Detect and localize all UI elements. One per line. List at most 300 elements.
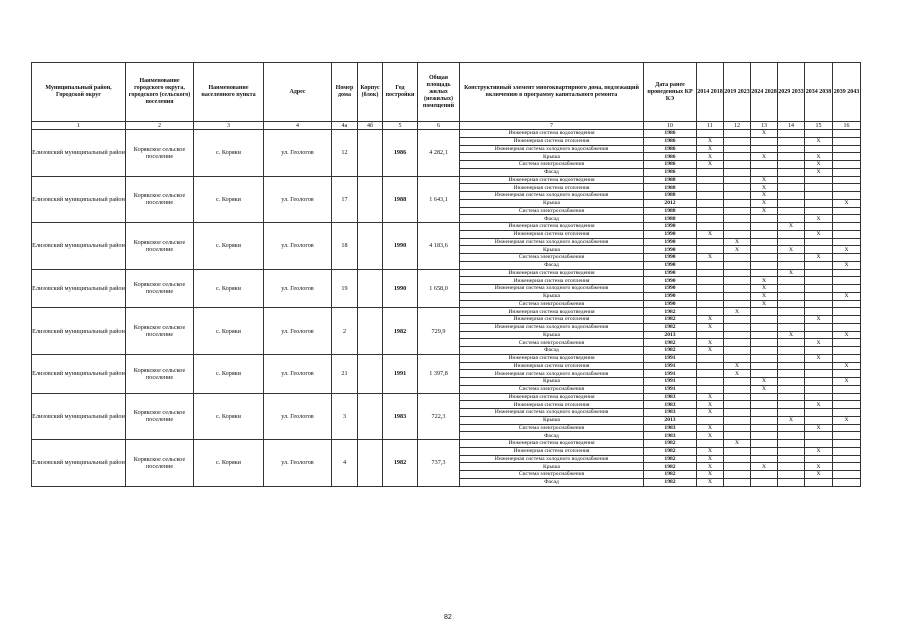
period-mark [805,192,833,200]
period-mark [833,463,861,471]
period-mark: X [778,223,805,231]
period-mark [724,199,751,207]
header-cell: Корпус (блок) [358,63,383,122]
element-name: Инженерная система отопления [460,184,644,192]
building-district: Елизовский муниципальный район [32,130,126,177]
period-mark [778,463,805,471]
period-mark [724,145,751,153]
period-mark [778,347,805,355]
period-mark [751,393,778,401]
period-mark [697,285,724,293]
column-number: 1 [32,122,126,130]
element-repair-date: 1982 [644,440,697,448]
building-house: 12 [332,130,358,177]
building-district: Елизовский муниципальный район [32,393,126,440]
element-repair-date: 1986 [644,145,697,153]
period-mark [805,246,833,254]
table-body [32,130,861,487]
period-mark: X [778,416,805,424]
element-name: Инженерная система отопления [460,362,644,370]
building-house: 21 [332,354,358,393]
period-mark [778,323,805,331]
building-block [358,176,383,223]
element-name: Фасад [460,168,644,176]
period-mark: X [724,238,751,246]
building-house: 19 [332,269,358,308]
building-locality: с. Коряки [194,130,264,177]
period-mark [778,285,805,293]
building-area: 722,3 [418,393,460,440]
header-cell: Год постройки [383,63,418,122]
building-area: 4 282,1 [418,130,460,177]
element-repair-date: 1991 [644,354,697,362]
column-number: 10 [644,122,697,130]
column-number: 13 [751,122,778,130]
period-mark: X [697,161,724,169]
period-mark [778,130,805,138]
period-mark [751,254,778,262]
period-mark [778,455,805,463]
period-mark: X [805,463,833,471]
element-name: Крыша [460,199,644,207]
period-mark [724,401,751,409]
period-mark [724,277,751,285]
period-mark [805,130,833,138]
period-mark [833,424,861,432]
element-repair-date: 1982 [644,316,697,324]
period-mark [724,339,751,347]
period-mark: X [833,261,861,269]
period-mark: X [805,168,833,176]
building-street: ул. Геологов [264,393,332,440]
period-mark [805,378,833,386]
element-repair-date: 1990 [644,230,697,238]
period-mark [724,130,751,138]
period-mark [724,463,751,471]
period-mark [751,308,778,316]
period-mark [805,385,833,393]
period-mark [833,161,861,169]
period-mark [724,455,751,463]
period-mark [751,455,778,463]
period-mark: X [805,215,833,223]
element-name: Крыша [460,378,644,386]
period-mark [751,424,778,432]
period-mark: X [724,308,751,316]
page-number: 82 [444,614,452,621]
period-mark [833,184,861,192]
header-cell: 2024 2028 [751,63,778,122]
building-settlement: Корякское сельское поселение [126,393,194,440]
period-mark: X [697,447,724,455]
period-mark [778,176,805,184]
period-mark: X [833,246,861,254]
period-mark [697,416,724,424]
period-mark: X [697,230,724,238]
element-repair-date: 1988 [644,176,697,184]
period-mark [724,176,751,184]
period-mark [697,130,724,138]
element-name: Инженерная система холодного водоснабжения [460,370,644,378]
period-mark: X [697,463,724,471]
period-mark [833,137,861,145]
building-district: Елизовский муниципальный район [32,354,126,393]
period-mark [751,145,778,153]
capital-repair-table [31,62,861,487]
period-mark: X [751,292,778,300]
period-mark [805,347,833,355]
element-name: Система электроснабжения [460,424,644,432]
building-house: 4 [332,440,358,487]
element-repair-date: 1990 [644,223,697,231]
element-repair-date: 1991 [644,370,697,378]
period-mark: X [833,331,861,339]
period-mark [805,362,833,370]
element-repair-date: 1990 [644,246,697,254]
element-repair-date: 1983 [644,401,697,409]
column-number: 15 [805,122,833,130]
period-mark [778,137,805,145]
element-repair-date: 1990 [644,300,697,308]
element-name: Крыша [460,292,644,300]
period-mark [778,145,805,153]
period-mark [833,339,861,347]
period-mark [724,471,751,479]
period-mark [751,401,778,409]
element-name: Инженерная система водоотведения [460,440,644,448]
element-repair-date: 1982 [644,339,697,347]
period-mark: X [697,347,724,355]
period-mark: X [805,230,833,238]
period-mark [724,424,751,432]
period-mark: X [697,455,724,463]
period-mark [778,447,805,455]
period-mark: X [751,285,778,293]
element-name: Инженерная система водоотведения [460,130,644,138]
period-mark [751,246,778,254]
header-row [32,63,861,122]
period-mark: X [697,254,724,262]
period-mark [751,478,778,486]
header-cell: 2039 2043 [833,63,861,122]
period-mark [833,393,861,401]
period-mark: X [805,254,833,262]
period-mark [724,432,751,440]
element-name: Инженерная система отопления [460,230,644,238]
building-street: ул. Геологов [264,308,332,355]
period-mark [778,308,805,316]
period-mark [751,161,778,169]
period-mark [805,370,833,378]
period-mark: X [805,153,833,161]
period-mark [751,471,778,479]
period-mark: X [697,323,724,331]
period-mark [724,409,751,417]
building-block [358,440,383,487]
period-mark: X [778,331,805,339]
period-mark [805,184,833,192]
period-mark [805,176,833,184]
period-mark: X [697,424,724,432]
element-name: Инженерная система холодного водоснабжения [460,238,644,246]
period-mark [697,261,724,269]
building-street: ул. Геологов [264,354,332,393]
period-mark: X [833,199,861,207]
column-number: 5 [383,122,418,130]
building-street: ул. Геологов [264,223,332,270]
element-name: Крыша [460,246,644,254]
period-mark [724,184,751,192]
period-mark [697,215,724,223]
period-mark: X [751,378,778,386]
element-repair-date: 1991 [644,378,697,386]
period-mark [697,354,724,362]
period-mark [778,354,805,362]
building-area: 4 183,6 [418,223,460,270]
period-mark [805,261,833,269]
period-mark [833,230,861,238]
building-area: 1 658,0 [418,269,460,308]
building-locality: с. Коряки [194,176,264,223]
element-name: Крыша [460,153,644,161]
element-name: Инженерная система холодного водоснабжения [460,409,644,417]
building-settlement: Корякское сельское поселение [126,440,194,487]
period-mark: X [697,409,724,417]
element-name: Фасад [460,215,644,223]
element-repair-date: 1982 [644,323,697,331]
element-name: Система электроснабжения [460,385,644,393]
element-repair-date: 1988 [644,215,697,223]
period-mark [833,440,861,448]
period-mark: X [833,416,861,424]
element-name: Инженерная система холодного водоснабжения [460,145,644,153]
period-mark [778,409,805,417]
period-mark [724,354,751,362]
period-mark [833,285,861,293]
period-mark [724,168,751,176]
header-cell: Наименование городского округа, городского (сельского) поселения [126,63,194,122]
period-mark: X [697,393,724,401]
period-mark: X [697,145,724,153]
period-mark: X [751,207,778,215]
element-repair-date: 1990 [644,292,697,300]
building-block [358,130,383,177]
column-number: 11 [697,122,724,130]
period-mark [697,277,724,285]
period-mark [751,362,778,370]
period-mark [724,207,751,215]
period-mark [724,347,751,355]
element-name: Крыша [460,331,644,339]
period-mark [724,192,751,200]
period-mark [778,161,805,169]
period-mark [833,168,861,176]
period-mark [833,347,861,355]
table-row [32,130,861,138]
period-mark [724,230,751,238]
period-mark [724,323,751,331]
building-block [358,223,383,270]
period-mark: X [697,432,724,440]
period-mark [778,168,805,176]
period-mark [778,478,805,486]
column-number: 4б [358,122,383,130]
period-mark [751,409,778,417]
element-name: Инженерная система холодного водоснабжения [460,285,644,293]
period-mark: X [697,478,724,486]
period-mark [833,447,861,455]
period-mark [778,207,805,215]
period-mark [833,176,861,184]
period-mark [833,316,861,324]
period-mark [697,223,724,231]
period-mark [805,331,833,339]
period-mark: X [833,378,861,386]
building-year: 1986 [383,130,418,177]
element-repair-date: 1990 [644,238,697,246]
element-name: Фасад [460,261,644,269]
building-street: ул. Геологов [264,130,332,177]
period-mark [724,261,751,269]
element-repair-date: 1986 [644,153,697,161]
period-mark: X [724,362,751,370]
period-mark: X [805,424,833,432]
building-district: Елизовский муниципальный район [32,176,126,223]
period-mark [778,153,805,161]
period-mark [751,440,778,448]
element-repair-date: 1983 [644,424,697,432]
period-mark [697,308,724,316]
element-repair-date: 1982 [644,447,697,455]
period-mark [778,339,805,347]
header-cell: 2029 2033 [778,63,805,122]
period-mark [778,393,805,401]
element-name: Фасад [460,478,644,486]
period-mark [751,137,778,145]
period-mark: X [778,246,805,254]
element-name: Система электроснабжения [460,161,644,169]
period-mark [751,331,778,339]
period-mark [724,385,751,393]
building-locality: с. Коряки [194,269,264,308]
period-mark [833,223,861,231]
period-mark [805,269,833,277]
period-mark [697,362,724,370]
period-mark [833,354,861,362]
building-year: 1982 [383,308,418,355]
period-mark [697,184,724,192]
period-mark [833,254,861,262]
element-repair-date: 2013 [644,331,697,339]
period-mark [833,300,861,308]
period-mark [833,478,861,486]
element-repair-date: 1988 [644,184,697,192]
column-number-row [32,122,861,130]
element-name: Инженерная система отопления [460,137,644,145]
period-mark [778,199,805,207]
table-row [32,440,861,448]
period-mark [724,153,751,161]
building-year: 1983 [383,393,418,440]
period-mark [697,440,724,448]
period-mark [805,409,833,417]
period-mark [833,130,861,138]
column-number: 12 [724,122,751,130]
period-mark [751,215,778,223]
building-area: 737,3 [418,440,460,487]
period-mark [805,300,833,308]
period-mark [778,362,805,370]
period-mark [778,370,805,378]
period-mark [751,261,778,269]
element-name: Система электроснабжения [460,471,644,479]
period-mark [778,277,805,285]
element-repair-date: 1990 [644,269,697,277]
period-mark [805,145,833,153]
element-name: Инженерная система отопления [460,277,644,285]
period-mark: X [751,176,778,184]
period-mark [724,378,751,386]
period-mark [751,323,778,331]
building-block [358,308,383,355]
building-block [358,354,383,393]
period-mark [833,277,861,285]
period-mark [724,223,751,231]
building-locality: с. Коряки [194,223,264,270]
element-repair-date: 1986 [644,161,697,169]
element-repair-date: 1982 [644,308,697,316]
period-mark [833,432,861,440]
table-row [32,269,861,277]
period-mark [778,292,805,300]
element-repair-date: 1983 [644,393,697,401]
period-mark: X [805,354,833,362]
element-repair-date: 1991 [644,385,697,393]
period-mark [697,292,724,300]
period-mark [751,230,778,238]
period-mark: X [805,339,833,347]
period-mark [778,184,805,192]
element-repair-date: 1986 [644,130,697,138]
period-mark [778,440,805,448]
building-settlement: Корякское сельское поселение [126,269,194,308]
period-mark [805,238,833,246]
header-cell: Адрес [264,63,332,122]
header-cell: Конструктивный элемент многоквартирного дома, подлежащий включению в программу капитального ремонта [460,63,644,122]
element-name: Крыша [460,416,644,424]
period-mark [805,432,833,440]
header-cell: 2019 2023 [724,63,751,122]
building-area: 1 643,1 [418,176,460,223]
element-repair-date: 1990 [644,261,697,269]
period-mark [697,199,724,207]
period-mark [778,378,805,386]
header-cell: 2034 2038 [805,63,833,122]
element-name: Система электроснабжения [460,300,644,308]
period-mark: X [697,471,724,479]
element-name: Инженерная система отопления [460,447,644,455]
period-mark [833,385,861,393]
period-mark [778,300,805,308]
building-area: 1 397,8 [418,354,460,393]
period-mark [724,447,751,455]
building-house: 3 [332,393,358,440]
period-mark: X [751,463,778,471]
period-mark [778,254,805,262]
period-mark [805,277,833,285]
element-name: Система электроснабжения [460,339,644,347]
element-repair-date: 1991 [644,362,697,370]
